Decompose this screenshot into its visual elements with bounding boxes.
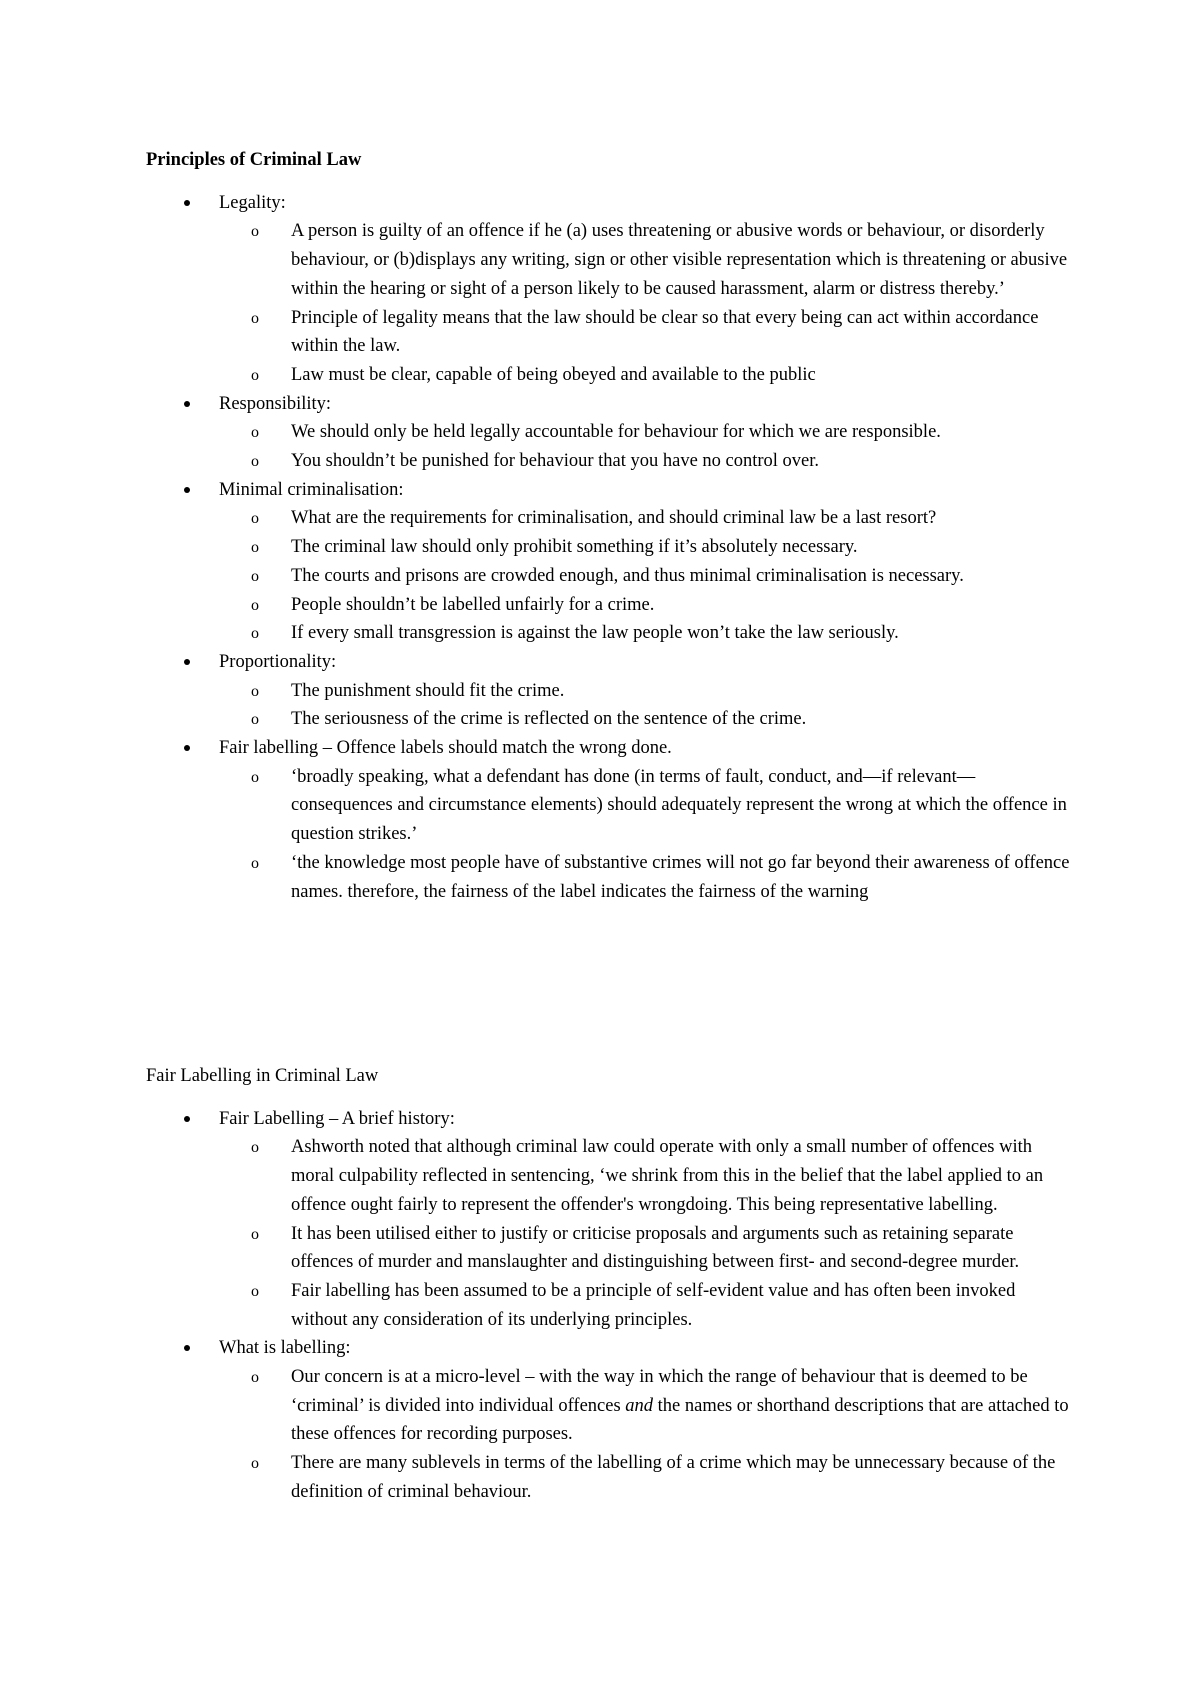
list-item xyxy=(146,734,1076,906)
sub-list xyxy=(219,1133,1076,1334)
bullet-disc-icon xyxy=(184,200,190,206)
sub-list-item: o ‘broadly speaking, what a defendant has done (in terms of fault, conduct, and—if relevant—consequences and circumstance elements) should adequately represent the wrong at which the offence in question strikes.’ xyxy=(218,763,1076,849)
list-item xyxy=(146,189,1076,390)
sub-list-item: o Fair labelling has been assumed to be a principle of self-evident value and has often been invoked without any consideration of its underlying principles. xyxy=(218,1277,1076,1334)
sub-list xyxy=(219,1363,1076,1507)
sub-list-item: o Principle of legality means that the law should be clear so that every being can act within accordance within the law. xyxy=(218,304,1076,361)
bullet-circle-icon: o xyxy=(251,625,259,643)
bullet-circle-icon: o xyxy=(251,223,259,241)
list-item xyxy=(146,390,1076,476)
list-item-label: Minimal criminalisation: xyxy=(219,479,404,500)
sub-list xyxy=(219,217,1076,389)
bullet-circle-icon: o xyxy=(251,539,259,557)
bullet-circle-icon: o xyxy=(251,1369,259,1387)
bullet-circle-icon: o xyxy=(251,453,259,471)
bullet-circle-icon: o xyxy=(251,1225,259,1243)
sub-list xyxy=(219,504,1076,648)
bullet-disc-icon xyxy=(184,1345,190,1351)
bullet-circle-icon: o xyxy=(251,309,259,327)
sub-list-item: o ‘the knowledge most people have of substantive crimes will not go far beyond their awareness of offence names. therefore, the fairness of the label indicates the fairness of the warning xyxy=(218,849,1076,906)
sub-list xyxy=(219,418,1076,475)
sub-list-item: o We should only be held legally accountable for behaviour for which we are responsible. xyxy=(218,418,1076,447)
bullet-circle-icon: o xyxy=(251,1282,259,1300)
list-item xyxy=(146,476,1076,648)
bullet-disc-icon xyxy=(184,1116,190,1122)
bullet-list xyxy=(146,189,1076,907)
sub-list-item: o Our concern is at a micro-level – with the way in which the range of behaviour that is deemed to be ‘criminal’ is divided into individual offences and the names or shorthand descriptions that are attached to these offences for recording purposes. xyxy=(218,1363,1076,1449)
sub-list-item: o Law must be clear, capable of being obeyed and available to the public xyxy=(218,361,1076,390)
bullet-circle-icon: o xyxy=(251,567,259,585)
section-heading: Principles of Criminal Law xyxy=(146,150,362,170)
bullet-disc-icon xyxy=(184,401,190,407)
sub-list-item: o The criminal law should only prohibit something if it’s absolutely necessary. xyxy=(218,533,1076,562)
sub-list-item: o What are the requirements for criminalisation, and should criminal law be a last resort? xyxy=(218,504,1076,533)
sub-list xyxy=(219,677,1076,734)
list-item-label: Proportionality: xyxy=(219,651,337,672)
list-item-label: Fair Labelling – A brief history: xyxy=(219,1108,455,1129)
bullet-circle-icon: o xyxy=(251,854,259,872)
bullet-circle-icon: o xyxy=(251,711,259,729)
list-item xyxy=(146,1105,1076,1335)
bullet-circle-icon: o xyxy=(251,768,259,786)
bullet-circle-icon: o xyxy=(251,366,259,384)
sub-list-item: o If every small transgression is against the law people won’t take the law seriously. xyxy=(218,619,1076,648)
list-item-label: Responsibility: xyxy=(219,393,332,414)
bullet-disc-icon xyxy=(184,487,190,493)
list-item xyxy=(146,1334,1076,1506)
sub-list-item: o There are many sublevels in terms of the labelling of a crime which may be unnecessary because of the definition of criminal behaviour. xyxy=(218,1449,1076,1506)
bullet-disc-icon xyxy=(184,745,190,751)
bullet-circle-icon: o xyxy=(251,596,259,614)
sub-list-item: o The courts and prisons are crowded enough, and thus minimal criminalisation is necessary. xyxy=(218,562,1076,591)
list-item xyxy=(146,648,1076,734)
bullet-circle-icon: o xyxy=(251,510,259,528)
section-principles xyxy=(146,146,1076,906)
list-item-label: Fair labelling – Offence labels should match the wrong done. xyxy=(219,738,672,759)
sub-list-item: o The seriousness of the crime is reflected on the sentence of the crime. xyxy=(218,705,1076,734)
bullet-circle-icon: o xyxy=(251,1455,259,1473)
sub-list-item: o People shouldn’t be labelled unfairly for a crime. xyxy=(218,591,1076,620)
list-item-label: What is labelling: xyxy=(219,1338,351,1359)
bullet-disc-icon xyxy=(184,659,190,665)
section-heading: Fair Labelling in Criminal Law xyxy=(146,1066,379,1086)
section-fair-labelling xyxy=(146,1062,1076,1507)
sub-list-item: o It has been utilised either to justify or criticise proposals and arguments such as retaining separate offences of murder and manslaughter and distinguishing between first- and second-degree murder. xyxy=(218,1220,1076,1277)
sub-list-item: o Ashworth noted that although criminal law could operate with only a small number of offences with moral culpability reflected in sentencing, ‘we shrink from this in the belief that the label applied to an offence ought fairly to represent the offender's wrongdoing. This being representative labelling. xyxy=(218,1133,1076,1219)
sub-list-item: o You shouldn’t be punished for behaviour that you have no control over. xyxy=(218,447,1076,476)
sub-list xyxy=(219,763,1076,907)
list-item-label: Legality: xyxy=(219,192,286,213)
bullet-list xyxy=(146,1105,1076,1507)
bullet-circle-icon: o xyxy=(251,682,259,700)
bullet-circle-icon: o xyxy=(251,424,259,442)
sub-list-item: o A person is guilty of an offence if he (a) uses threatening or abusive words or behaviour, or disorderly behaviour, or (b)displays any writing, sign or other visible representation which is threatening or abusive within the hearing or sight of a person likely to be caused harassment, alarm or distress thereby.’ xyxy=(218,217,1076,303)
bullet-circle-icon: o xyxy=(251,1139,259,1157)
sub-list-item: o The punishment should fit the crime. xyxy=(218,677,1076,706)
